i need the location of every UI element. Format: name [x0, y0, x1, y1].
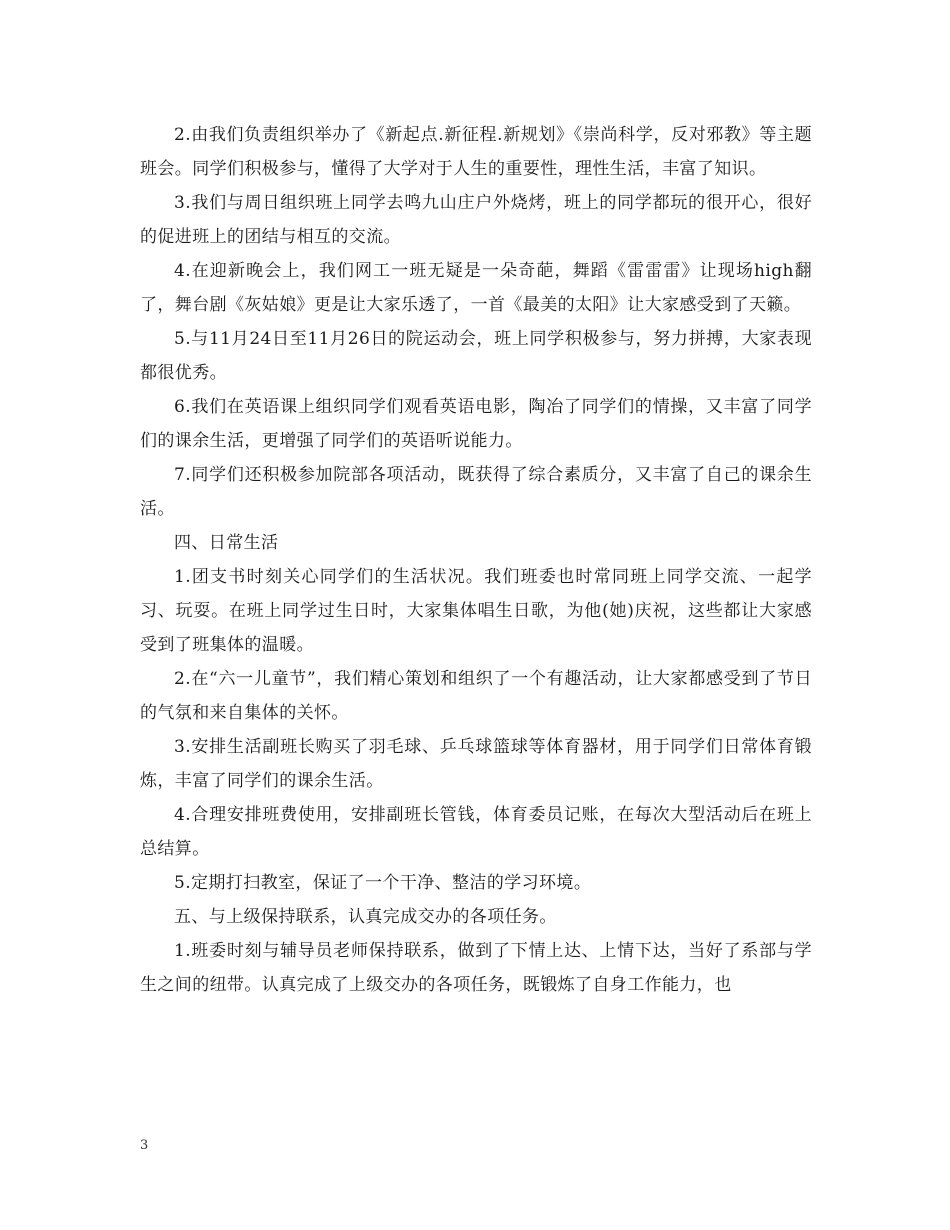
paragraph-activity-5: 5.与11月24日至11月26日的院运动会，班上同学积极参与，努力拼搏，大家表现都很优秀。 [140, 329, 812, 383]
paragraph-daily-3: 3.安排生活副班长购买了羽毛球、乒乓球篮球等体育器材，用于同学们日常体育锻炼，丰富了同学们的课余生活。 [140, 737, 812, 791]
page-number: 3 [140, 1138, 149, 1153]
paragraph-activity-6: 6.我们在英语课上组织同学们观看英语电影，陶冶了同学们的情操，又丰富了同学们的课余生活，更增强了同学们的英语听说能力。 [140, 397, 812, 451]
paragraph-daily-2: 2.在“六一儿童节”，我们精心策划和组织了一个有趣活动，让大家都感受到了节日的气氛和来自集体的关怀。 [140, 669, 812, 723]
paragraph-liaison-1: 1.班委时刻与辅导员老师保持联系，做到了下情上达、上情下达，当好了系部与学生之间的纽带。认真完成了上级交办的各项任务，既锻炼了自身工作能力，也 [140, 941, 812, 995]
paragraph-activity-4: 4.在迎新晚会上，我们网工一班无疑是一朵奇葩，舞蹈《雷雷雷》让现场high翻了，舞台剧《灰姑娘》更是让大家乐透了，一首《最美的太阳》让大家感受到了天籁。 [140, 261, 812, 315]
paragraph-activity-7: 7.同学们还积极参加院部各项活动，既获得了综合素质分，又丰富了自己的课余生活。 [140, 465, 812, 519]
paragraph-activity-3: 3.我们与周日组织班上同学去鸣九山庄户外烧烤，班上的同学都玩的很开心，很好的促进班上的团结与相互的交流。 [140, 193, 812, 247]
paragraph-daily-4: 4.合理安排班费使用，安排副班长管钱，体育委员记账，在每次大型活动后在班上总结算。 [140, 805, 812, 859]
section-heading-daily-life: 四、日常生活 [174, 533, 279, 553]
paragraph-daily-1: 1.团支书时刻关心同学们的生活状况。我们班委也时常同班上同学交流、一起学习、玩耍。在班上同学过生日时，大家集体唱生日歌，为他(她)庆祝，这些都让大家感受到了班集体的温暖。 [140, 567, 812, 655]
section-heading-liaison: 五、与上级保持联系，认真完成交办的各项任务。 [174, 907, 557, 927]
paragraph-daily-5: 5.定期打扫教室，保证了一个干净、整洁的学习环境。 [174, 873, 592, 893]
paragraph-activity-2: 2.由我们负责组织举办了《新起点.新征程.新规划》《崇尚科学，反对邪教》等主题班会。同学们积极参与，懂得了大学对于人生的重要性，理性生活，丰富了知识。 [140, 125, 812, 179]
document-body [140, 118, 812, 1002]
